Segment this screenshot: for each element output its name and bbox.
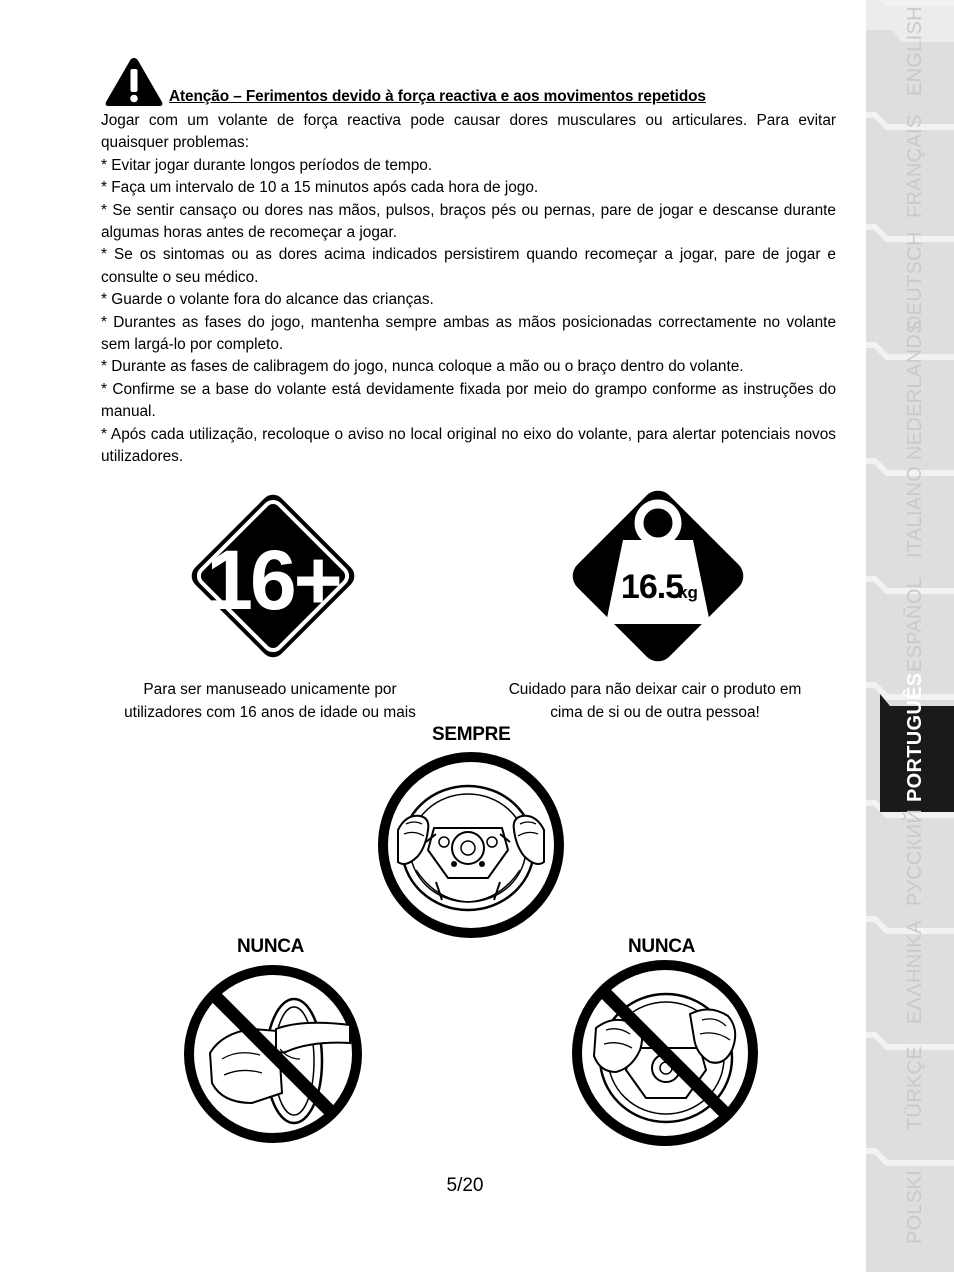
weight-sign-caption xyxy=(480,678,830,724)
warning-heading xyxy=(101,56,836,108)
tab-label: ESPAÑOL xyxy=(904,576,926,672)
tab-label: DEUTSCH xyxy=(904,231,926,330)
incorrect-hands-in-wheel-illustration xyxy=(570,958,760,1148)
correct-grip-illustration xyxy=(376,750,566,940)
warning-paragraph: Jogar com um volante de força reactiva pode causar dores musculares ou articulares. Para evitar quaisquer problemas: xyxy=(101,112,836,152)
warning-paragraph: * Após cada utilização, recoloque o aviso no local original no eixo do volante, para alertar potenciais novos utilizadores. xyxy=(101,425,836,466)
page-number: 5/20 xyxy=(446,1175,484,1196)
age-sign-caption xyxy=(100,678,440,724)
warning-paragraph: * Guarde o volante fora do alcance das crianças. xyxy=(101,291,434,309)
tab-label: FRANÇAIS xyxy=(904,114,926,218)
age-16-plus-sign xyxy=(184,487,362,665)
age-sign-text: 16+ xyxy=(206,533,340,627)
warning-paragraph: * Durantes as fases do jogo, mantenha sempre ambas as mãos posicionadas correctamente no volante sem largá-lo por completo. xyxy=(101,313,836,354)
tab-label: ENGLISH xyxy=(904,6,926,96)
caption-line: Cuidado para não deixar cair o produto em xyxy=(508,681,802,698)
warning-paragraph: * Faça um intervalo de 10 a 15 minutos após cada hora de jogo. xyxy=(101,179,539,197)
never-label-left: NUNCA xyxy=(237,936,305,957)
tab-label: ITALIANO xyxy=(904,465,926,558)
tab-label: PORTUGUÊS xyxy=(904,672,926,802)
caption-line: cima de si ou de outra pessoa! xyxy=(550,704,760,721)
warning-section xyxy=(101,56,836,469)
weight-warning-sign xyxy=(560,478,756,674)
caption-line: utilizadores com 16 anos de idade ou mais xyxy=(124,704,416,721)
warning-body xyxy=(101,110,836,469)
warning-paragraph: * Confirme se a base do volante está devidamente fixada por meio do grampo conforme as instruções do manual. xyxy=(101,380,836,421)
always-label: SEMPRE xyxy=(432,724,511,745)
incorrect-arm-through-wheel-illustration xyxy=(182,963,364,1145)
tab-label: NEDERLANDS xyxy=(904,320,926,460)
warning-triangle-icon xyxy=(104,56,164,108)
weight-value: 16.5 xyxy=(620,568,684,606)
never-label-right: NUNCA xyxy=(628,936,696,957)
caption-line: Para ser manuseado unicamente por xyxy=(143,681,397,698)
tab-label: ΕΛΛΗΝΙΚΑ xyxy=(904,920,926,1024)
weight-unit: kg xyxy=(678,583,698,602)
warning-paragraph: * Durante as fases de calibragem do jogo, nunca coloque a mão ou o braço dentro do volante. xyxy=(101,358,744,376)
tab-label: TÜRKÇE xyxy=(904,1045,926,1130)
warning-paragraph: * Evitar jogar durante longos períodos de tempo. xyxy=(101,156,433,174)
warning-paragraph: * Se sentir cansaço ou dores nas mãos, pulsos, braços pés ou pernas, pare de jogar e descanse durante algumas horas antes de recomeçar a jogar. xyxy=(101,201,836,242)
warning-title: Atenção – Ferimentos devido à força reactiva e aos movimentos repetidos xyxy=(169,87,706,105)
tab-label: РУССКИЙ xyxy=(904,809,926,906)
tab-label: POLSKI xyxy=(904,1169,926,1244)
warning-paragraph: * Se os sintomas ou as dores acima indicados persistirem quando recomeçar a jogar, pare de jogar e consulte o seu médico. xyxy=(101,246,836,286)
language-tabs xyxy=(866,0,954,1272)
